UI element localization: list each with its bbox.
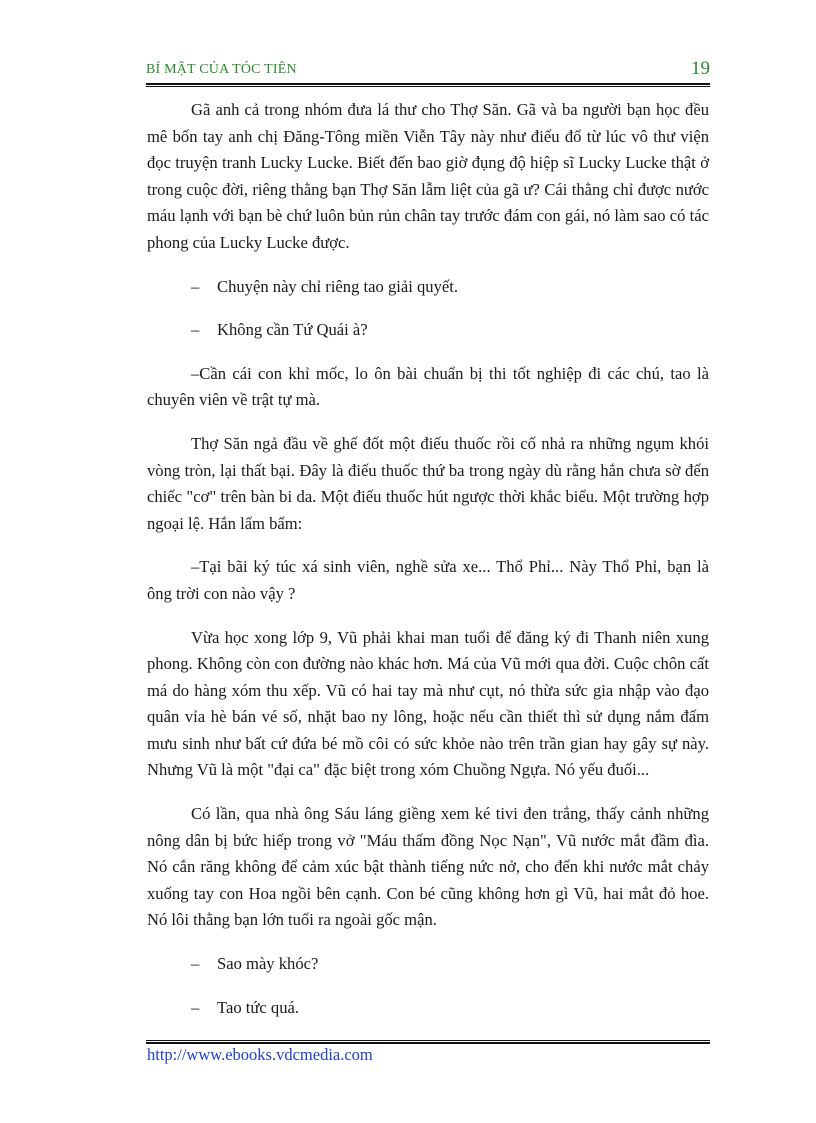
dialogue-text: Chuyện này chỉ riêng tao giải quyết. [217,276,459,296]
paragraph: Có lần, qua nhà ông Sáu láng giềng xem ké tivi đen trắng, thấy cảnh những nông dân bị bức hiếp trong vở "Máu thấm đồng Nọc Nạn", Vũ nước mắt đầm đìa. Nó cắn răng không để cảm xúc bật thành tiếng nức nở, cho đến khi nước mắt chảy xuống tay con Hoa ngồi bên cạnh. Con bé cũng không hơn gì Vũ, hai mắt đỏ hoe. Nó lôi thằng bạn lớn tuổi ra ngoài gốc mận. [147,804,709,930]
dash-mark: – [191,997,200,1017]
paragraph: Gã anh cả trong nhóm đưa lá thư cho Thợ Săn. Gã và ba người bạn học đều mê bốn tay anh chị Đăng-Tông miền Viễn Tây này như điếu đổ từ lúc vô thư viện đọc truyện tranh Lucky Lucke. Biết đến bao giờ đụng độ hiệp sĩ Lucky Lucke thật ở trong cuộc đời, riêng thằng bạn Thợ Săn lẫm liệt của gã ư? Cái thằng chỉ được nước máu lạnh với bạn bè chứ luôn bủn rủn chân tay trước đám con gái, nó làm sao có tác phong của Lucky Lucke được. [147,100,709,252]
paragraph: –Cần cái con khỉ mốc, lo ôn bài chuẩn bị thi tốt nghiệp đi các chú, tao là chuyên viên về trật tự mà. [147,363,709,410]
footer-divider [146,1040,710,1044]
dialogue-line [147,951,709,978]
book-title: BÍ MẬT CỦA TÓC TIÊN [146,62,297,77]
dash-mark: – [191,954,200,974]
dialogue-text: Tao tức quá. [217,997,300,1017]
dialogue-line [147,274,709,301]
paragraph: Vừa học xong lớp 9, Vũ phải khai man tuổi để đăng ký đi Thanh niên xung phong. Không còn con đường nào khác hơn. Má của Vũ mới qua đời. Cuộc chôn cất má do hàng xóm thu xếp. Vũ có hai tay mà như cụt, nó thừa sức gia nhập vào đạo quân vỉa hè bán vé số, nhặt bao ny lông, hoặc nếu cần thiết thì sử dụng nắm đấm mưu sinh như bất cứ đứa bé mồ côi có sức khỏe nào trên trần gian hay gây sự này. Nhưng Vũ là một "đại ca" đặc biệt trong xóm Chuồng Ngựa. Nó yếu đuối... [147,627,709,780]
dialogue-line [147,995,709,1022]
header-divider [146,83,710,87]
paragraph: Thợ Săn ngả đầu về ghế đốt một điếu thuốc rồi cố nhả ra những ngụm khói vòng tròn, lại thất bại. Đây là điếu thuốc thứ ba trong ngày dù rằng hắn chưa sờ đến chiếc "cơ" trên bàn bi da. Một điếu thuốc hút ngược thời khắc biểu. Một trường hợp ngoại lệ. Hắn lẩm bẩm: [147,433,709,533]
dash-mark: – [191,320,200,340]
page-header [146,58,710,84]
dialogue-line [147,317,709,344]
paragraph: –Tại bãi ký túc xá sinh viên, nghề sửa xe... Thổ Phỉ... Này Thổ Phỉ, bạn là ông trời con nào vậy ? [147,557,709,603]
dialogue-text: Không cần Tứ Quái à? [217,320,368,340]
dialogue-text: Sao mày khóc? [217,954,319,974]
dash-mark: – [191,276,200,296]
footer-url-link[interactable]: http://www.ebooks.vdcmedia.com [147,1045,373,1064]
page-body [147,97,709,1038]
page-number: 19 [691,58,710,79]
